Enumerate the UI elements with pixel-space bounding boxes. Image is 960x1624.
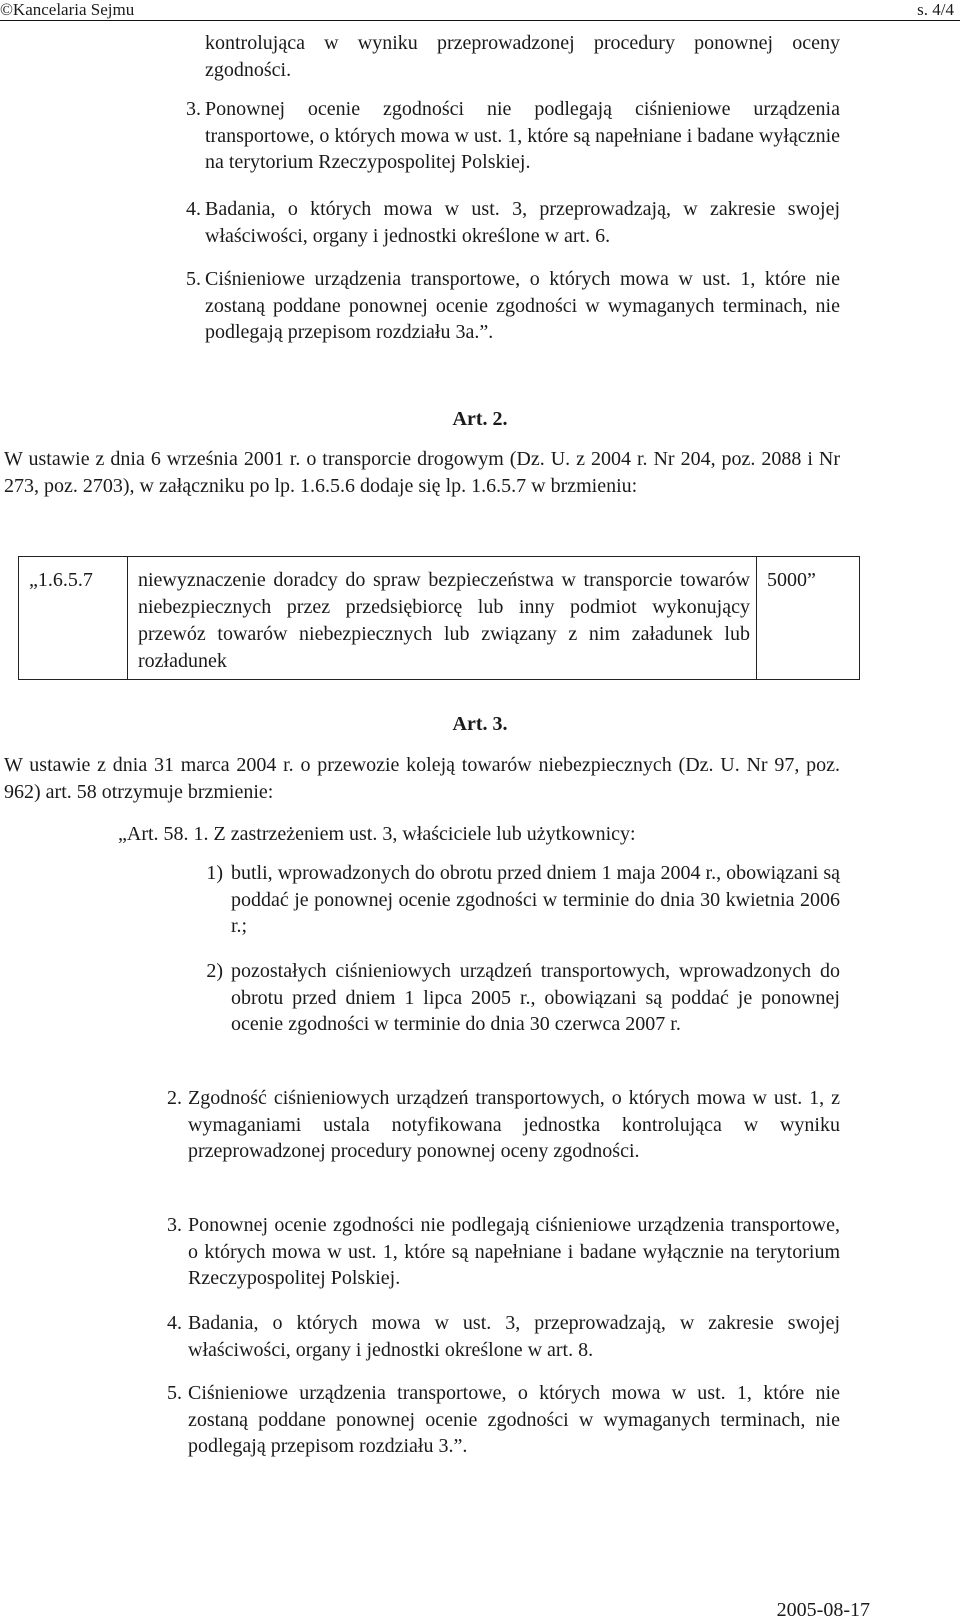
art-58-ust-2 (160, 1085, 840, 1165)
point-1-label: 1) (206, 862, 223, 884)
top-ust-4-label: 4. (186, 198, 201, 220)
art-58-ust-5-label: 5. (167, 1382, 182, 1404)
art-3-intro: W ustawie z dnia 31 marca 2004 r. o przewozie koleją towarów niebezpiecznych (Dz. U. Nr 97, poz. 962) art. 58 otrzymuje brzmienie: (4, 754, 840, 803)
top-ust-4 (175, 196, 840, 249)
point-1-text: butli, wprowadzonych do obrotu przed dniem 1 maja 2004 r., obowiązani są poddać je ponownej ocenie zgodności w terminie do dnia 30 kwietnia 2006 r.; (231, 862, 840, 937)
top-ust-3-label: 3. (186, 98, 201, 120)
art-58-ust-2-text: Zgodność ciśnieniowych urządzeń transportowych, o których mowa w ust. 1, z wymaganiami ustala notyfikowana jednostka kontrolująca w wyniku przeprowadzonej procedury ponownej oceny zgodności. (188, 1087, 840, 1162)
art-58-ust-5 (160, 1380, 840, 1460)
footer-date: 2005-08-17 (776, 1599, 870, 1621)
art-3-heading: Art. 3. (452, 713, 508, 735)
header-divider (0, 20, 960, 21)
art-2-heading: Art. 2. (452, 408, 508, 430)
art-58-ust-3 (160, 1212, 840, 1292)
header-source: ©Kancelaria Sejmu (0, 0, 135, 19)
top-ust-5 (175, 266, 840, 346)
art-58-intro: „Art. 58. 1. Z zastrzeżeniem ust. 3, właściciele lub użytkownicy: (118, 823, 636, 845)
point-2 (195, 958, 840, 1038)
table-row (19, 557, 860, 680)
art-58-ust-5-text: Ciśnieniowe urządzenia transportowe, o których mowa w ust. 1, które nie zostaną poddane ponownej ocenie zgodności w wymaganych terminach, nie podlegają przepisom rozdziału 3.”. (188, 1382, 840, 1457)
table-lp: „1.6.5.7 (19, 557, 128, 680)
art-2-intro: W ustawie z dnia 6 września 2001 r. o transporcie drogowym (Dz. U. z 2004 r. Nr 204, poz. 2088 i Nr 273, poz. 2703), w załączniku po lp. 1.6.5.6 dodaje się lp. 1.6.5.7 w brzmieniu: (4, 448, 840, 497)
top-ust-3-text: Ponownej ocenie zgodności nie podlegają ciśnieniowe urządzenia transportowe, o których mowa w ust. 1, które są napełniane i badane wyłącznie na terytorium Rzeczypospolitej Polskiej. (205, 98, 840, 173)
art-58-ust-4-label: 4. (167, 1312, 182, 1334)
art-58-ust-4-text: Badania, o których mowa w ust. 3, przeprowadzają, w zakresie swojej właściwości, organy i jednostki określone w art. 8. (188, 1312, 840, 1361)
art-58-ust-4 (160, 1310, 840, 1363)
table-amount: 5000” (757, 557, 860, 680)
top-ust-3 (175, 96, 840, 176)
point-1 (195, 860, 840, 940)
art-58-ust-3-label: 3. (167, 1214, 182, 1236)
art-58-ust-2-label: 2. (167, 1087, 182, 1109)
table-description: niewyznaczenie doradcy do spraw bezpieczeństwa w transporcie towarów niebezpiecznych przez przedsiębiorcę lub inny podmiot wykonujący przewóz towarów niebezpiecznych lub związany z nim załadunek lub rozładunek (128, 557, 757, 680)
header-page-number: s. 4/4 (917, 0, 954, 19)
top-continuation: kontrolująca w wyniku przeprowadzonej procedury ponownej oceny zgodności. (205, 32, 840, 81)
top-ust-5-label: 5. (186, 268, 201, 290)
top-ust-5-text: Ciśnieniowe urządzenia transportowe, o których mowa w ust. 1, które nie zostaną poddane ponownej ocenie zgodności w wymaganych terminach, nie podlegają przepisom rozdziału 3a.”. (205, 268, 840, 343)
art-58-ust-3-text: Ponownej ocenie zgodności nie podlegają ciśnieniowe urządzenia transportowe, o których mowa w ust. 1, które są napełniane i badane wyłącznie na terytorium Rzeczypospolitej Polskiej. (188, 1214, 840, 1289)
point-2-label: 2) (206, 960, 223, 982)
top-ust-4-text: Badania, o których mowa w ust. 3, przeprowadzają, w zakresie swojej właściwości, organy i jednostki określone w art. 6. (205, 198, 840, 247)
attachment-table (18, 556, 860, 680)
point-2-text: pozostałych ciśnieniowych urządzeń transportowych, wprowadzonych do obrotu przed dniem 1 lipca 2005 r., obowiązani są poddać je ponownej ocenie zgodności w terminie do dnia 30 czerwca 2007 r. (231, 960, 840, 1035)
